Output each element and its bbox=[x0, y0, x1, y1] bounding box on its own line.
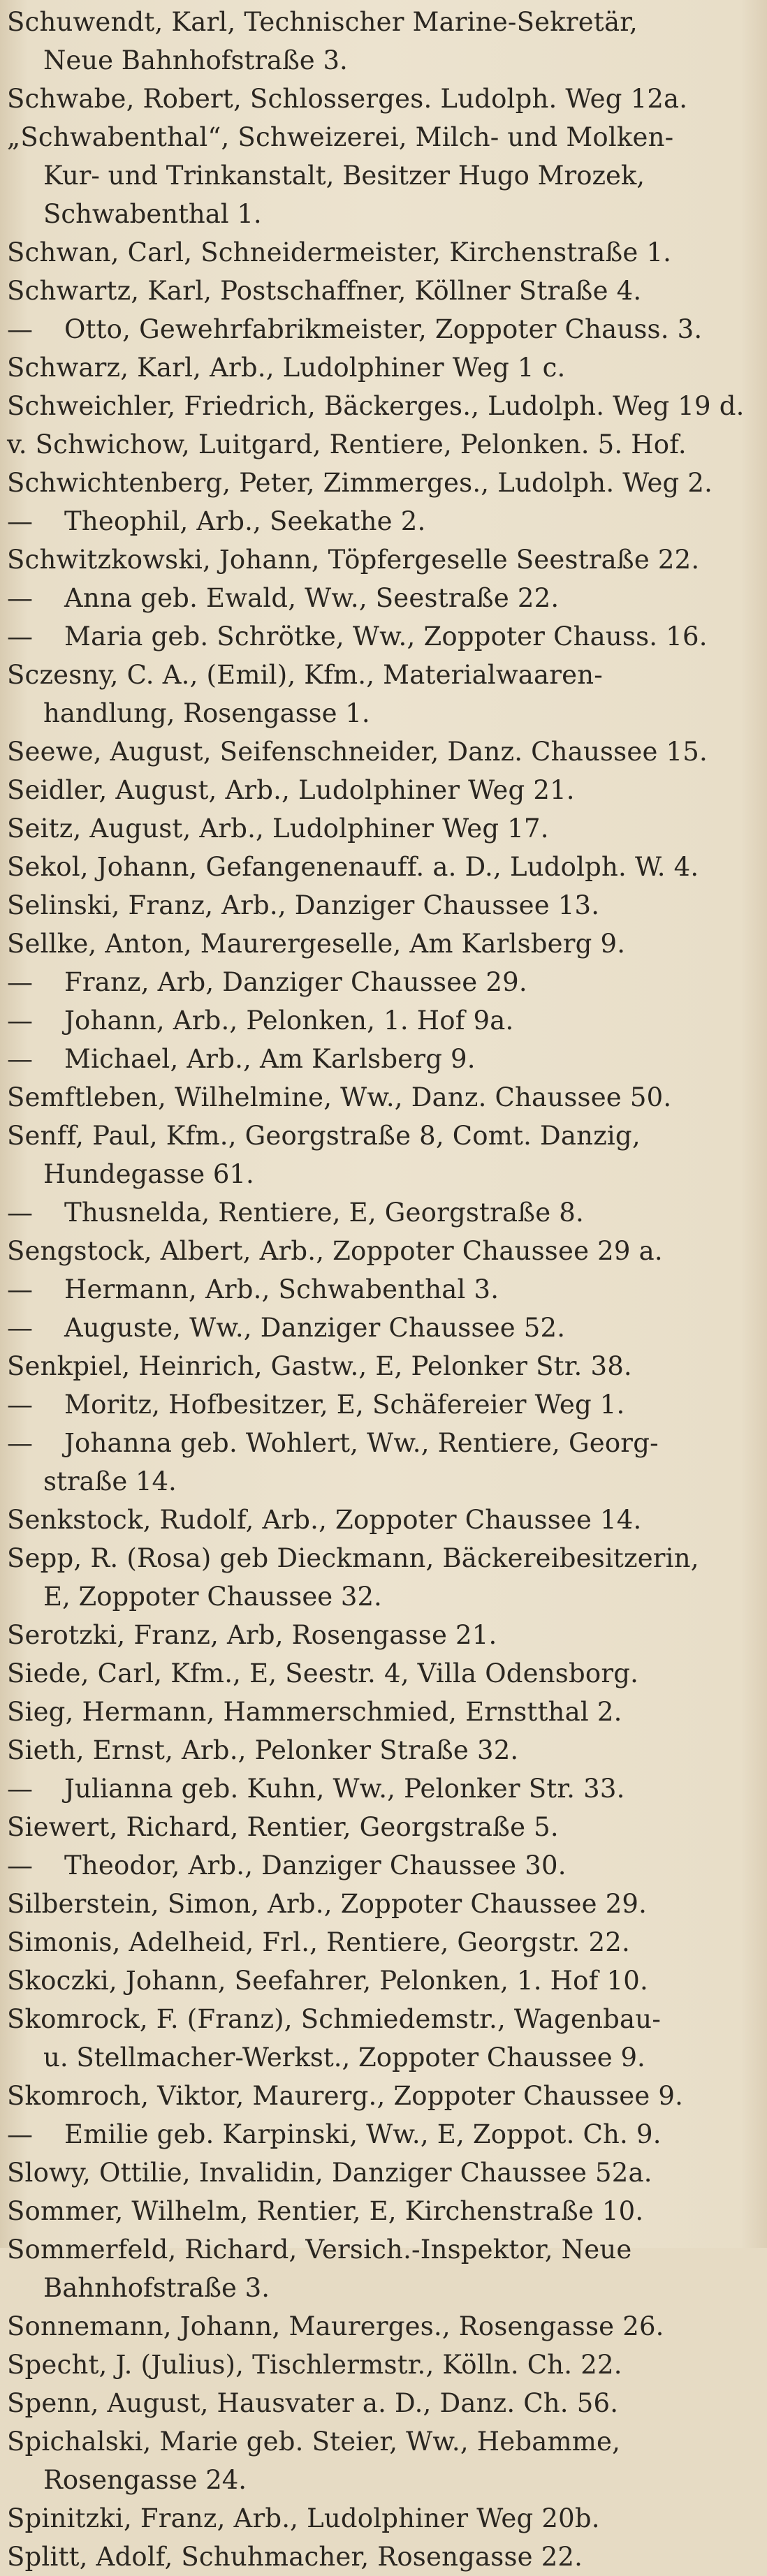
entry-line bbox=[0, 1539, 767, 1577]
entry-line bbox=[0, 3, 767, 41]
ditto-dash: — bbox=[7, 1390, 34, 1420]
ditto-dash: — bbox=[7, 1313, 34, 1343]
entry-text: Sonnemann, Johann, Maurerges., Rosengasse 26. bbox=[7, 2311, 664, 2341]
entry-line bbox=[0, 2077, 767, 2115]
entry-line bbox=[0, 2384, 767, 2422]
entry-line bbox=[0, 1193, 767, 1232]
entry-text: Michael, Arb., Am Karlsberg 9. bbox=[64, 1044, 476, 1074]
entry-continuation-line bbox=[0, 2461, 767, 2499]
entry-line bbox=[0, 387, 767, 425]
entry-text: Specht, J. (Julius), Tischlermstr., Kölln. Ch. 22. bbox=[7, 2350, 622, 2380]
entry-text: Theophil, Arb., Seekathe 2. bbox=[64, 506, 426, 536]
entry-continuation-line bbox=[0, 694, 767, 733]
ditto-dash: — bbox=[7, 1850, 34, 1881]
ditto-dash: — bbox=[7, 1274, 34, 1304]
entry-text: Splitt, Adolf, Schuhmacher, Rosengasse 22. bbox=[7, 2542, 583, 2572]
entry-line bbox=[0, 1385, 767, 1424]
entry-line bbox=[0, 1846, 767, 1885]
entry-text: handlung, Rosengasse 1. bbox=[43, 698, 370, 728]
entry-continuation-line bbox=[0, 2269, 767, 2307]
entry-line bbox=[0, 2307, 767, 2346]
entry-text: Sepp, R. (Rosa) geb Dieckmann, Bäckereibesitzerin, bbox=[7, 1543, 699, 1573]
entry-text: Emilie geb. Karpinski, Ww., E, Zoppot. Ch. 9. bbox=[64, 2119, 662, 2149]
entry-text: Sommer, Wilhelm, Rentier, E, Kirchenstraße 10. bbox=[7, 2196, 644, 2226]
entry-line bbox=[0, 310, 767, 348]
entry-line bbox=[0, 540, 767, 579]
entry-text: Schwichtenberg, Peter, Zimmerges., Ludolph. Weg 2. bbox=[7, 468, 713, 498]
entry-continuation-line bbox=[0, 156, 767, 195]
entry-line bbox=[0, 1001, 767, 1040]
ditto-dash: — bbox=[7, 314, 34, 344]
entry-text: Schwabenthal 1. bbox=[43, 199, 262, 229]
entry-text: Kur- und Trinkanstalt, Besitzer Hugo Mrozek, bbox=[43, 161, 645, 191]
entry-continuation-line bbox=[0, 2038, 767, 2077]
entry-text: Skoczki, Johann, Seefahrer, Pelonken, 1. Hof 10. bbox=[7, 1966, 648, 1996]
entry-text: Semftleben, Wilhelmine, Ww., Danz. Chaussee 50. bbox=[7, 1082, 672, 1112]
entry-line bbox=[0, 733, 767, 771]
entry-text: Skomrock, F. (Franz), Schmiedemstr., Wagenbau- bbox=[7, 2004, 662, 2034]
entry-text: Franz, Arb, Danziger Chaussee 29. bbox=[64, 967, 527, 997]
entry-text: Hermann, Arb., Schwabenthal 3. bbox=[64, 1274, 499, 1304]
entry-line bbox=[0, 1962, 767, 2000]
entry-line bbox=[0, 348, 767, 387]
entry-line bbox=[0, 1769, 767, 1808]
entry-text: Serotzki, Franz, Arb, Rosengasse 21. bbox=[7, 1620, 497, 1650]
entry-line bbox=[0, 1117, 767, 1155]
entry-text: Maria geb. Schrötke, Ww., Zoppoter Chauss. 16. bbox=[64, 621, 708, 652]
entry-text: Bahnhofstraße 3. bbox=[43, 2273, 270, 2303]
entry-text: Sczesny, C. A., (Emil), Kfm., Materialwaaren- bbox=[7, 660, 603, 690]
entry-line bbox=[0, 1270, 767, 1309]
entry-text: Schuwendt, Karl, Technischer Marine-Sekretär, bbox=[7, 7, 638, 37]
entry-text: Julianna geb. Kuhn, Ww., Pelonker Str. 33. bbox=[64, 1774, 625, 1804]
entry-line bbox=[0, 579, 767, 617]
entry-text: Rosengasse 24. bbox=[43, 2465, 247, 2495]
entry-line bbox=[0, 771, 767, 809]
entry-text: Schweichler, Friedrich, Bäckerges., Ludolph. Weg 19 d. bbox=[7, 391, 745, 421]
entry-line bbox=[0, 617, 767, 656]
entry-text: Siewert, Richard, Rentier, Georgstraße 5. bbox=[7, 1812, 559, 1842]
entry-text: Sieth, Ernst, Arb., Pelonker Straße 32. bbox=[7, 1735, 519, 1765]
entry-line bbox=[0, 1232, 767, 1270]
entry-line bbox=[0, 848, 767, 886]
entry-text: Sengstock, Albert, Arb., Zoppoter Chaussee 29 a. bbox=[7, 1236, 663, 1266]
entry-text: Seewe, August, Seifenschneider, Danz. Chaussee 15. bbox=[7, 737, 708, 767]
entry-continuation-line bbox=[0, 1462, 767, 1501]
entry-text: Otto, Gewehrfabrikmeister, Zoppoter Chauss. 3. bbox=[64, 314, 703, 344]
entry-text: Selinski, Franz, Arb., Danziger Chaussee 13. bbox=[7, 890, 600, 920]
entry-text: Slowy, Ottilie, Invalidin, Danziger Chaussee 52a. bbox=[7, 2158, 652, 2188]
entry-line bbox=[0, 886, 767, 925]
entry-line bbox=[0, 1654, 767, 1693]
entry-text: Sieg, Hermann, Hammerschmied, Ernstthal 2. bbox=[7, 1697, 622, 1727]
entry-text: Spinitzki, Franz, Arb., Ludolphiner Weg 20b. bbox=[7, 2503, 600, 2533]
entry-text: Seidler, August, Arb., Ludolphiner Weg 21. bbox=[7, 775, 575, 805]
entry-line bbox=[0, 1923, 767, 1962]
ditto-dash: — bbox=[7, 1774, 34, 1804]
entry-text: Schwan, Carl, Schneidermeister, Kirchenstraße 1. bbox=[7, 237, 672, 267]
entry-line bbox=[0, 2154, 767, 2192]
entry-line bbox=[0, 80, 767, 118]
entry-continuation-line bbox=[0, 41, 767, 80]
entry-continuation-line bbox=[0, 1577, 767, 1616]
ditto-dash: — bbox=[7, 506, 34, 536]
entry-text: Anna geb. Ewald, Ww., Seestraße 22. bbox=[64, 583, 560, 613]
entry-line bbox=[0, 1347, 767, 1385]
entry-line bbox=[0, 464, 767, 502]
entry-line bbox=[0, 2538, 767, 2576]
entry-text: straße 14. bbox=[43, 1466, 177, 1496]
entry-line bbox=[0, 809, 767, 848]
entry-text: Spenn, August, Hausvater a. D., Danz. Ch. 56. bbox=[7, 2388, 619, 2418]
entry-text: Theodor, Arb., Danziger Chaussee 30. bbox=[64, 1850, 567, 1881]
entry-line bbox=[0, 1808, 767, 1846]
entry-line bbox=[0, 425, 767, 464]
ditto-dash: — bbox=[7, 621, 34, 652]
entry-text: Silberstein, Simon, Arb., Zoppoter Chaussee 29. bbox=[7, 1889, 648, 1919]
entry-text: Senkstock, Rudolf, Arb., Zoppoter Chaussee 14. bbox=[7, 1505, 642, 1535]
entry-line bbox=[0, 502, 767, 540]
entry-line bbox=[0, 1501, 767, 1539]
ditto-dash: — bbox=[7, 2119, 34, 2149]
entry-line bbox=[0, 2346, 767, 2384]
entry-text: Simonis, Adelheid, Frl., Rentiere, Georgstr. 22. bbox=[7, 1927, 630, 1957]
entry-text: Sekol, Johann, Gefangenenauff. a. D., Ludolph. W. 4. bbox=[7, 852, 699, 882]
entry-text: „Schwabenthal“, Schweizerei, Milch- und Molken- bbox=[7, 122, 674, 152]
ditto-dash: — bbox=[7, 1428, 34, 1458]
entry-line bbox=[0, 925, 767, 963]
entry-text: Neue Bahnhofstraße 3. bbox=[43, 45, 348, 75]
entry-text: v. Schwichow, Luitgard, Rentiere, Pelonken. 5. Hof. bbox=[7, 429, 687, 459]
entry-text: Schwitzkowski, Johann, Töpfergeselle Seestraße 22. bbox=[7, 545, 700, 575]
entry-text: Johanna geb. Wohlert, Ww., Rentiere, Georg- bbox=[64, 1428, 659, 1458]
entry-text: Schwarz, Karl, Arb., Ludolphiner Weg 1 c. bbox=[7, 353, 566, 383]
entry-list bbox=[0, 3, 767, 2576]
entry-line bbox=[0, 2000, 767, 2038]
entry-line bbox=[0, 2192, 767, 2230]
entry-line bbox=[0, 233, 767, 272]
entry-line bbox=[0, 1078, 767, 1117]
entry-text: Senkpiel, Heinrich, Gastw., E, Pelonker Str. 38. bbox=[7, 1351, 632, 1381]
entry-line bbox=[0, 1693, 767, 1731]
entry-text: Spichalski, Marie geb. Steier, Ww., Hebamme, bbox=[7, 2427, 621, 2457]
entry-line bbox=[0, 118, 767, 156]
ditto-dash: — bbox=[7, 1198, 34, 1228]
entry-text: Skomroch, Viktor, Maurerg., Zoppoter Chaussee 9. bbox=[7, 2081, 684, 2111]
ditto-dash: — bbox=[7, 583, 34, 613]
entry-line bbox=[0, 963, 767, 1001]
entry-line bbox=[0, 2230, 767, 2269]
entry-line bbox=[0, 1616, 767, 1654]
entry-continuation-line bbox=[0, 1155, 767, 1193]
entry-line bbox=[0, 1885, 767, 1923]
ditto-dash: — bbox=[7, 967, 34, 997]
entry-text: Sellke, Anton, Maurergeselle, Am Karlsberg 9. bbox=[7, 929, 626, 959]
ditto-dash: — bbox=[7, 1044, 34, 1074]
entry-line bbox=[0, 2422, 767, 2461]
entry-text: Thusnelda, Rentiere, E, Georgstraße 8. bbox=[64, 1198, 584, 1228]
entry-text: Schwabe, Robert, Schlosserges. Ludolph. Weg 12a. bbox=[7, 84, 688, 114]
entry-text: Senff, Paul, Kfm., Georgstraße 8, Comt. Danzig, bbox=[7, 1121, 641, 1151]
entry-line bbox=[0, 2499, 767, 2538]
entry-text: Sommerfeld, Richard, Versich.-Inspektor, Neue bbox=[7, 2235, 632, 2265]
entry-text: E, Zoppoter Chaussee 32. bbox=[43, 1582, 382, 1612]
entry-text: Seitz, August, Arb., Ludolphiner Weg 17. bbox=[7, 814, 549, 844]
entry-text: Moritz, Hofbesitzer, E, Schäfereier Weg 1. bbox=[64, 1390, 625, 1420]
entry-line bbox=[0, 1040, 767, 1078]
entry-continuation-line bbox=[0, 195, 767, 233]
entry-line bbox=[0, 1731, 767, 1769]
entry-line bbox=[0, 1424, 767, 1462]
entry-line bbox=[0, 272, 767, 310]
entry-line bbox=[0, 2115, 767, 2154]
ditto-dash: — bbox=[7, 1006, 34, 1036]
entry-text: Hundegasse 61. bbox=[43, 1159, 254, 1189]
entry-text: Siede, Carl, Kfm., E, Seestr. 4, Villa Odensborg. bbox=[7, 1658, 639, 1688]
entry-text: Auguste, Ww., Danziger Chaussee 52. bbox=[64, 1313, 566, 1343]
entry-text: Johann, Arb., Pelonken, 1. Hof 9a. bbox=[64, 1006, 514, 1036]
entry-text: u. Stellmacher-Werkst., Zoppoter Chaussee 9. bbox=[43, 2043, 645, 2073]
entry-text: Schwartz, Karl, Postschaffner, Köllner Straße 4. bbox=[7, 276, 642, 306]
entry-line bbox=[0, 656, 767, 694]
entry-line bbox=[0, 1309, 767, 1347]
